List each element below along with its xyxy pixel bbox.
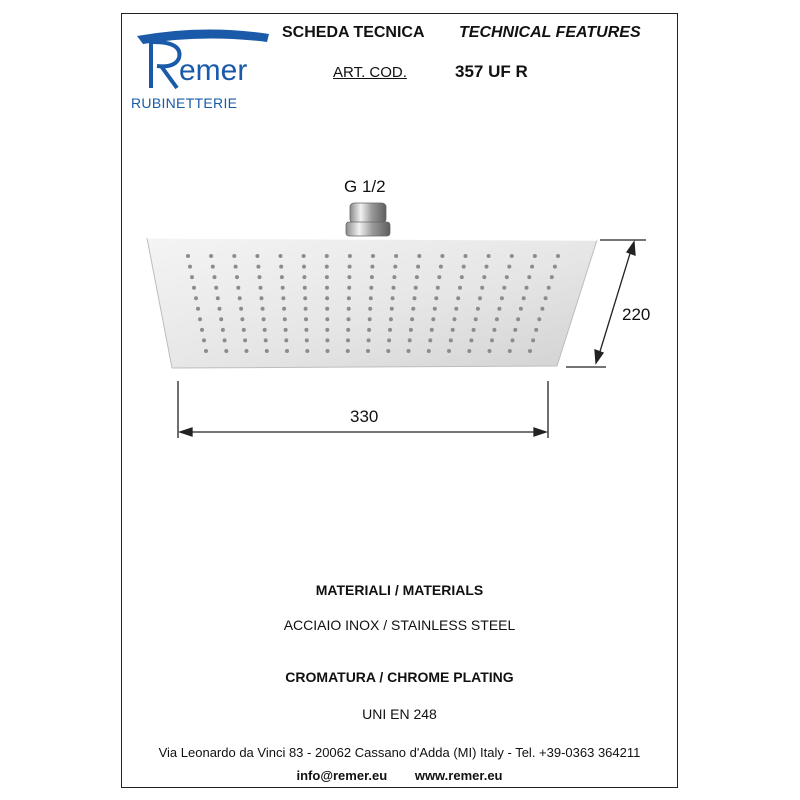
nozzle-dot [488,349,492,353]
nozzle-dot [219,317,223,321]
nozzle-dot [263,328,267,332]
nozzle-dot [242,328,246,332]
nozzle-dot [371,254,375,258]
nozzle-dot [325,317,329,321]
nozzle-dot [519,307,523,311]
nozzle-dot [458,286,462,290]
nozzle-dot [325,307,329,311]
nozzle-dot [258,275,262,279]
nozzle-dot [303,296,307,300]
title-italian: SCHEDA TECNICA [282,24,425,41]
nozzle-dot [408,338,412,342]
nozzle-dot [325,296,329,300]
nozzle-dot [525,286,529,290]
website-link[interactable]: www.remer.eu [414,768,503,783]
nozzle-dot [326,349,330,353]
materials-heading: MATERIALI / MATERIALS [315,582,484,598]
nozzle-dot [221,328,225,332]
connection-size-label: G 1/2 [344,177,386,196]
nozzle-dot [389,317,393,321]
nozzle-dot [368,317,372,321]
nozzle-dot [370,265,374,269]
nozzle-dot [260,296,264,300]
article-code-label: ART. COD. [333,64,407,81]
nozzle-dot [433,307,437,311]
nozzle-dot [284,328,288,332]
nozzle-dot [367,338,371,342]
nozzle-dot [410,317,414,321]
nozzle-dot [188,265,192,269]
nozzle-dot [325,338,329,342]
nozzle-dot [462,265,466,269]
nozzle-dot [209,254,213,258]
nozzle-dot [490,338,494,342]
nozzle-dot [480,286,484,290]
nozzle-dot [467,349,471,353]
nozzle-dot [390,307,394,311]
height-dimension-label: 220 [622,305,651,324]
nozzle-dot [388,328,392,332]
nozzle-dot [305,338,309,342]
nozzle-dot [508,349,512,353]
nozzle-dot [447,349,451,353]
nozzle-dot [284,338,288,342]
nozzle-dot [417,254,421,258]
nozzle-dot [511,338,515,342]
nozzle-dot [346,349,350,353]
nozzle-dot [485,265,489,269]
nozzle-dot [279,254,283,258]
nozzle-dot [464,254,468,258]
nozzle-dot [216,296,220,300]
nozzle-dot [478,296,482,300]
nozzle-dot [456,296,460,300]
nozzle-dot [430,328,434,332]
logo-wordmark: emer [179,54,248,87]
title-english: TECHNICAL FEATURES [459,24,641,41]
nozzle-dot [427,349,431,353]
nozzle-dot [213,275,217,279]
nozzle-dot [492,328,496,332]
nozzle-dot [522,296,526,300]
nozzle-dot [413,296,417,300]
nozzle-dot [281,296,285,300]
nozzle-dot [453,317,457,321]
nozzle-dot [196,307,200,311]
nozzle-dot [186,254,190,258]
nozzle-dot [368,307,372,311]
nozzle-dot [411,307,415,311]
nozzle-dot [194,296,198,300]
nozzle-dot [513,328,517,332]
nozzle-dot [347,296,351,300]
nozzle-dot [302,254,306,258]
nozzle-dot [347,275,351,279]
nozzle-dot [428,338,432,342]
nozzle-dot [394,254,398,258]
nozzle-dot [440,254,444,258]
nozzle-dot [507,265,511,269]
nozzle-dot [460,275,464,279]
nozzle-dot [500,296,504,300]
nozzle-dot [369,296,373,300]
nozzle-dot [325,254,329,258]
nozzle-dot [527,275,531,279]
nozzle-dot [370,275,374,279]
nozzle-dot [255,254,259,258]
nozzle-dot [434,296,438,300]
nozzle-dot [279,265,283,269]
nozzle-dot [414,286,418,290]
nozzle-dot [346,328,350,332]
nozzle-dot [282,307,286,311]
chrome-value: UNI EN 248 [362,706,437,722]
nozzle-dot [236,286,240,290]
nozzle-dot [547,286,551,290]
connector-nut [346,203,390,236]
nozzle-dot [531,338,535,342]
nozzle-dot [537,317,541,321]
materials-value: ACCIAIO INOX / STAINLESS STEEL [283,617,516,633]
width-dimension-label: 330 [350,407,379,426]
company-address: Via Leonardo da Vinci 83 - 20062 Cassano d'Adda (MI) Italy - Tel. +39-0363 364211 [158,745,641,760]
nozzle-dot [533,254,537,258]
nozzle-dot [369,286,373,290]
nozzle-dot [302,275,306,279]
nozzle-dot [439,265,443,269]
nozzle-dot [346,338,350,342]
nozzle-dot [474,317,478,321]
nozzle-dot [409,328,413,332]
nozzle-dot [302,265,306,269]
nozzle-dot [416,265,420,269]
nozzle-dot [472,328,476,332]
nozzle-dot [437,275,441,279]
nozzle-dot [482,275,486,279]
nozzle-dot [245,349,249,353]
nozzle-dot [304,328,308,332]
nozzle-dot [553,265,557,269]
nozzle-dot [190,275,194,279]
nozzle-dot [234,265,238,269]
nozzle-dot [392,286,396,290]
nozzle-dot [218,307,222,311]
nozzle-dot [265,349,269,353]
nozzle-dot [232,254,236,258]
nozzle-dot [238,296,242,300]
nozzle-dot [366,349,370,353]
nozzle-dot [454,307,458,311]
nozzle-dot [528,349,532,353]
nozzle-dot [325,286,329,290]
nozzle-dot [530,265,534,269]
nozzle-dot [264,338,268,342]
nozzle-dot [261,307,265,311]
chrome-heading: CROMATURA / CHROME PLATING [285,669,514,685]
nozzle-dot [305,349,309,353]
nozzle-dot [223,338,227,342]
nozzle-dot [262,317,266,321]
nozzle-dot [392,275,396,279]
nozzle-dot [393,265,397,269]
nozzle-dot [391,296,395,300]
nozzle-dot [200,328,204,332]
nozzle-dot [281,286,285,290]
nozzle-dot [325,265,329,269]
nozzle-dot [407,349,411,353]
contact-line [121,768,678,783]
nozzle-dot [347,317,351,321]
nozzle-dot [303,286,307,290]
nozzle-dot [502,286,506,290]
nozzle-dot [239,307,243,311]
nozzle-dot [202,338,206,342]
nozzle-dot [243,338,247,342]
nozzle-dot [510,254,514,258]
nozzle-dot [469,338,473,342]
nozzle-dot [192,286,196,290]
nozzle-dot [235,275,239,279]
nozzle-dot [495,317,499,321]
nozzle-dot [436,286,440,290]
nozzle-dot [256,265,260,269]
nozzle-dot [451,328,455,332]
nozzle-dot [347,286,351,290]
nozzle-dot [224,349,228,353]
nozzle-dot [348,265,352,269]
nozzle-dot [325,328,329,332]
nozzle-dot [540,307,544,311]
nozzle-dot [516,317,520,321]
nozzle-dot [348,254,352,258]
nozzle-dot [283,317,287,321]
nozzle-dot [304,307,308,311]
nozzle-dot [325,275,329,279]
nozzle-dot [544,296,548,300]
nozzle-dot [497,307,501,311]
nozzle-dot [487,254,491,258]
nozzle-dot [556,254,560,258]
nozzle-dot [259,286,263,290]
nozzle-dot [534,328,538,332]
nozzle-dot [198,317,202,321]
nozzle-dot [415,275,419,279]
nozzle-dot [431,317,435,321]
nozzle-dot [367,328,371,332]
nozzle-dot [214,286,218,290]
nozzle-dot [505,275,509,279]
logo-subtitle: RUBINETTERIE [131,95,238,111]
nozzle-dot [240,317,244,321]
nozzle-dot [449,338,453,342]
nozzle-dot [304,317,308,321]
nozzle-dot [204,349,208,353]
nozzle-dot [387,338,391,342]
nozzle-dot [347,307,351,311]
nozzle-dot [280,275,284,279]
nozzle-dot [285,349,289,353]
nozzle-dot [211,265,215,269]
nozzle-dot [386,349,390,353]
article-code-value: 357 UF R [455,62,528,81]
nozzle-dot [476,307,480,311]
nozzle-dot [550,275,554,279]
email-link[interactable]: info@remer.eu [296,768,388,783]
